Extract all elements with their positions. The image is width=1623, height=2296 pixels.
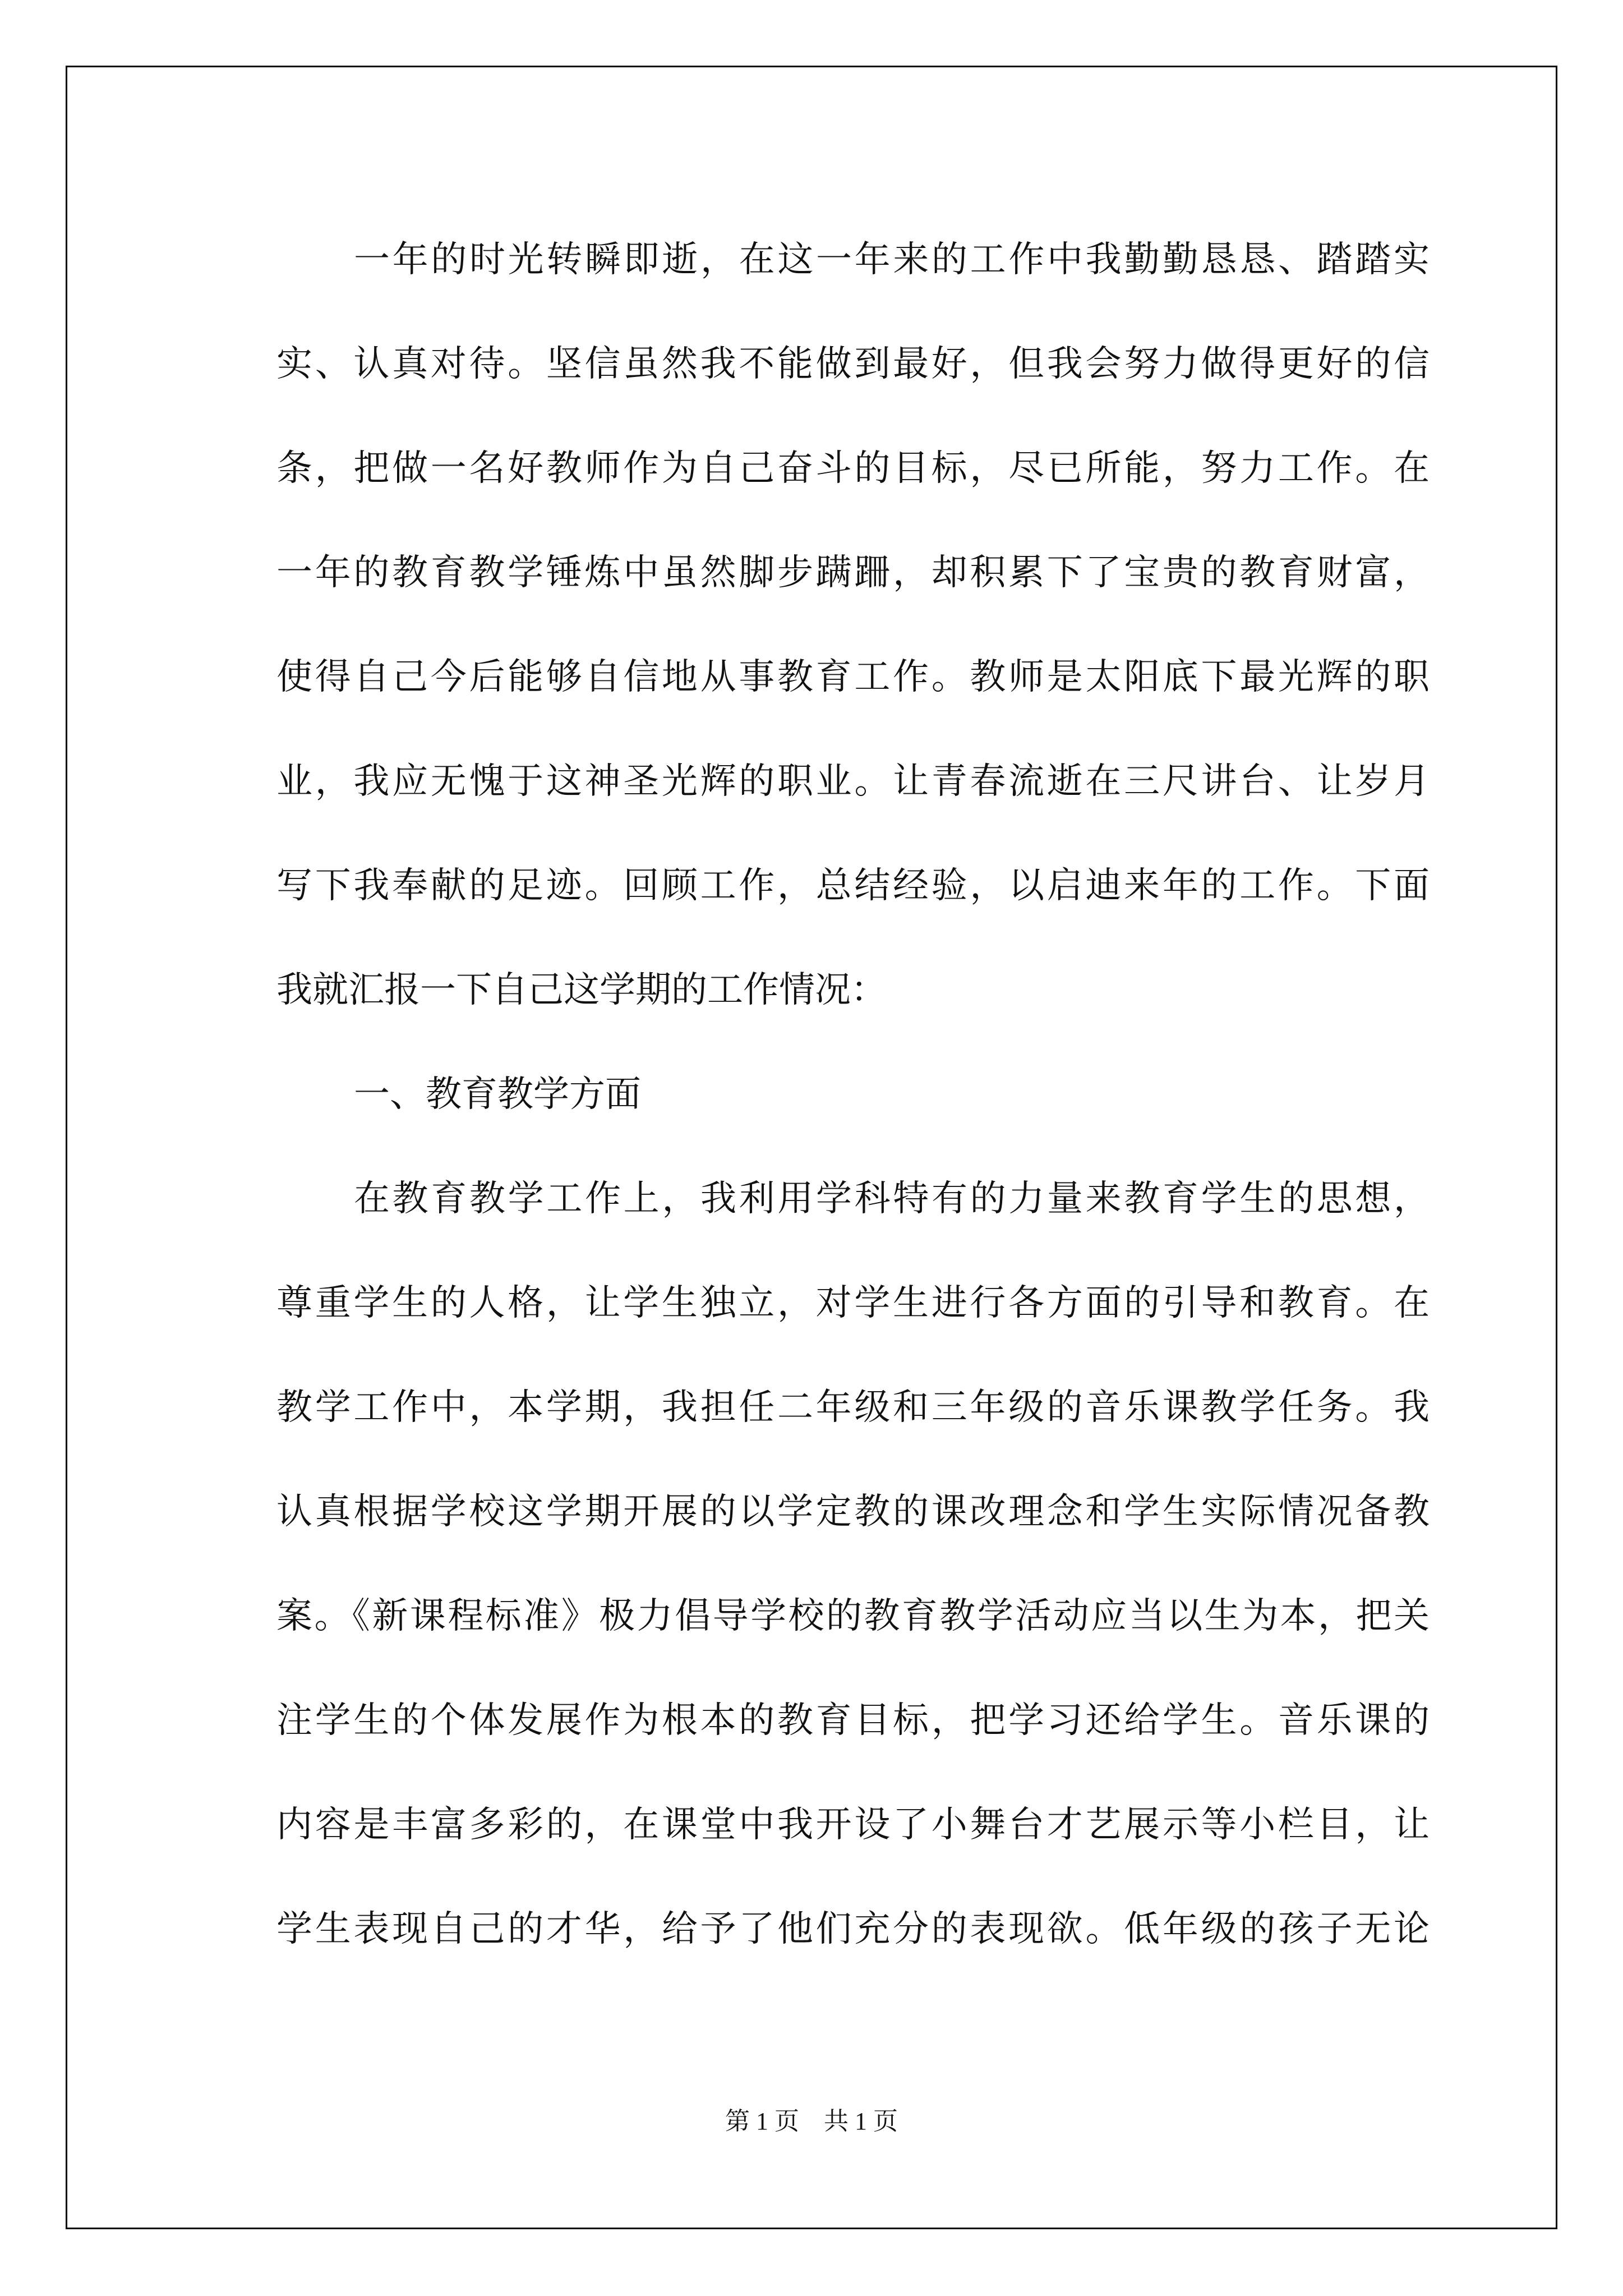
text-line: 尊重学生的人格，让学生独立，对学生进行各方面的引导和教育。在 [276, 1282, 1430, 1324]
paragraph-teaching [199, 1147, 1430, 1981]
section-heading [199, 1042, 1430, 1147]
text-line: 实、认真对待。坚信虽然我不能做到最好，但我会努力做得更好的信 [276, 343, 1430, 385]
text-line: 业，我应无愧于这神圣光辉的职业。让青春流逝在三尺讲台、让岁月 [276, 761, 1430, 802]
text-line: 注学生的个体发展作为根本的教育目标，把学习还给学生。音乐课的 [276, 1700, 1430, 1741]
text-line: 我就汇报一下自己这学期的工作情况： [276, 969, 887, 1011]
text-line: 在教育教学工作上，我利用学科特有的力量来教育学生的思想， [354, 1178, 1430, 1220]
text-line: 一年的时光转瞬即逝，在这一年来的工作中我勤勤恳恳、踏踏实 [354, 239, 1430, 280]
text-line: 条，把做一名好教师作为自己奋斗的目标，尽已所能，努力工作。在 [276, 448, 1430, 489]
text-line: 认真根据学校这学期开展的以学定教的课改理念和学生实际情况备教 [276, 1491, 1430, 1533]
text-line: 使得自己今后能够自信地从事教育工作。教师是太阳底下最光辉的职 [276, 656, 1430, 698]
text-line: 写下我奉献的足迹。回顾工作，总结经验，以启迪来年的工作。下面 [276, 865, 1430, 907]
section-heading-text: 一、教育教学方面 [354, 1074, 641, 1115]
text-line: 一年的教育教学锤炼中虽然脚步蹒跚，却积累下了宝贵的教育财富， [276, 552, 1430, 593]
text-line: 内容是丰富多彩的，在课堂中我开设了小舞台才艺展示等小栏目，让 [276, 1804, 1430, 1846]
page-number-footer: 第 1 页 共 1 页 [725, 2108, 898, 2135]
text-line: 教学工作中，本学期，我担任二年级和三年级的音乐课教学任务。我 [276, 1387, 1430, 1428]
paragraph-intro [199, 208, 1430, 1042]
text-line: 案。《新课程标准》极力倡导学校的教育教学活动应当以生为本，把关 [276, 1595, 1430, 1637]
document-body [199, 208, 1430, 1981]
text-line: 学生表现自己的才华，给予了他们充分的表现欲。低年级的孩子无论 [276, 1908, 1430, 1950]
